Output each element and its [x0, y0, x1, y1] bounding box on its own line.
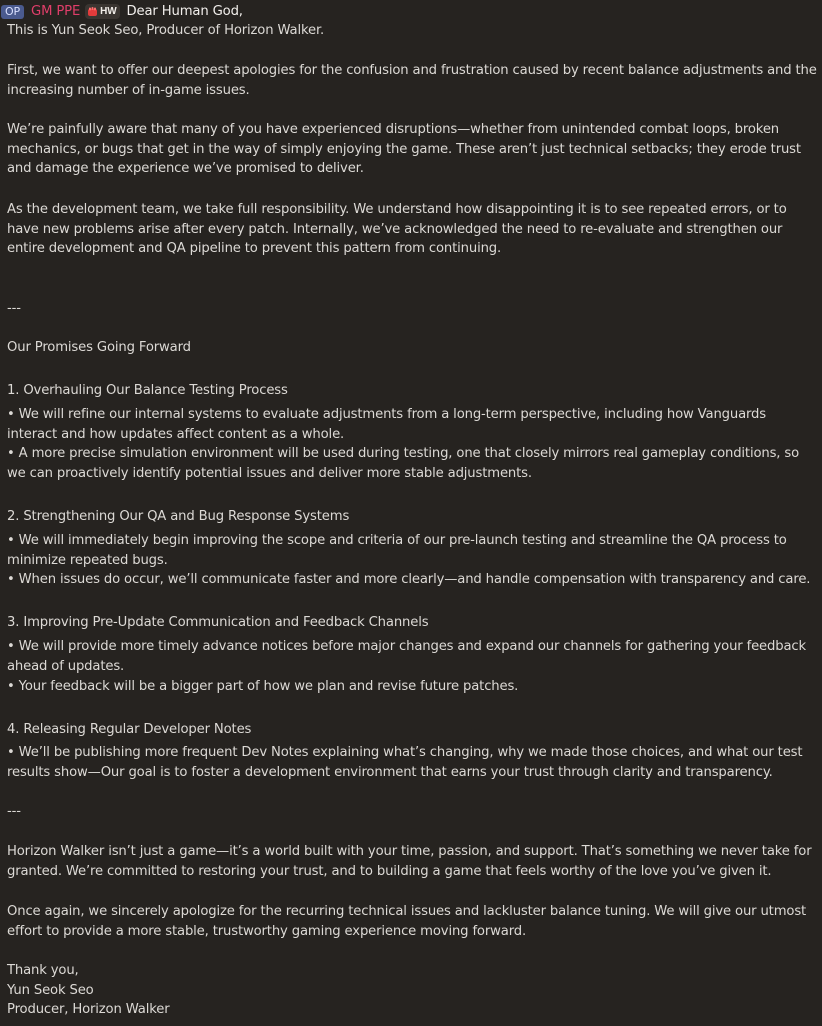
paragraph: First, we want to offer our deepest apologies for the confusion and frustration caused by recent balance adjustments and the increasing number of in-game issues. — [7, 63, 817, 98]
greeting: Dear Human God, — [126, 4, 243, 19]
promise-bullet: • We will refine our internal systems to evaluate adjustments from a long-term perspective, including how Vanguards interact and how updates affect content as a whole. — [7, 407, 766, 442]
username[interactable]: GM PPE — [31, 4, 81, 19]
promise-bullet: • When issues do occur, we’ll communicate faster and more clearly—and handle compensation with transparency and care. — [7, 572, 811, 587]
paragraph: We’re painfully aware that many of you have experienced disruptions—whether from unintended combat loops, broken mechanics, or bugs that get in the way of simply enjoying the game. These aren’t just technical setbacks; they erode trust and damage the experience we’ve promised to deliver. — [7, 122, 801, 177]
promise-bullet: • We will immediately begin improving the scope and criteria of our pre-launch testing and streamline the QA process to minimize repeated bugs. — [7, 533, 787, 568]
promise-bullet: • We’ll be publishing more frequent Dev Notes explaining what’s changing, why we made those choices, and what our test results show—Our goal is to foster a development environment that earns your trust through clarity and transparency. — [7, 745, 803, 780]
closing-paragraph: Once again, we sincerely apologize for the recurring technical issues and lackluster balance tuning. We will give our utmost effort to provide a more stable, trustworthy gaming experience moving forward. — [7, 904, 807, 939]
intro-line: This is Yun Seok Seo, Producer of Horizon Walker. — [7, 23, 325, 38]
promise-bullet: • A more precise simulation environment will be used during testing, one that closely mirrors real gameplay conditions, so we can proactively identify potential issues and deliver more stable adjustments. — [7, 446, 800, 481]
paragraph: As the development team, we take full responsibility. We understand how disappointing it is to see repeated errors, or to have new problems arise after every patch. Internally, we’ve acknowledged the need to re-evaluate and strengthen our entire development and QA pipeline to prevent this pattern from continuing. — [7, 202, 787, 257]
section-heading: Our Promises Going Forward — [7, 340, 191, 355]
divider: --- — [7, 804, 21, 819]
role-badge-label: HW — [100, 6, 117, 17]
promise-title: 2. Strengthening Our QA and Bug Response Systems — [7, 509, 350, 524]
signoff-thanks: Thank you, — [7, 963, 79, 978]
op-badge: OP — [1, 5, 24, 19]
promise-bullet: • Your feedback will be a bigger part of how we plan and revise future patches. — [7, 679, 519, 694]
divider: --- — [7, 301, 21, 316]
promise-title: 3. Improving Pre-Update Communication and Feedback Channels — [7, 615, 429, 630]
promise-title: 4. Releasing Regular Developer Notes — [7, 722, 252, 737]
signoff-name: Yun Seok Seo — [7, 983, 94, 998]
post-header — [0, 2, 243, 21]
promise-title: 1. Overhauling Our Balance Testing Process — [7, 383, 288, 398]
role-badge — [85, 4, 119, 19]
signoff-title: Producer, Horizon Walker — [7, 1002, 170, 1017]
fist-icon — [87, 6, 98, 17]
promise-bullet: • We will provide more timely advance notices before major changes and expand our channels for gathering your feedback ahead of updates. — [7, 639, 806, 674]
closing-paragraph: Horizon Walker isn’t just a game—it’s a world built with your time, passion, and support. That’s something we never take for granted. We’re committed to restoring your trust, and to building a game that feels worthy of the love you’ve given it. — [7, 844, 812, 879]
